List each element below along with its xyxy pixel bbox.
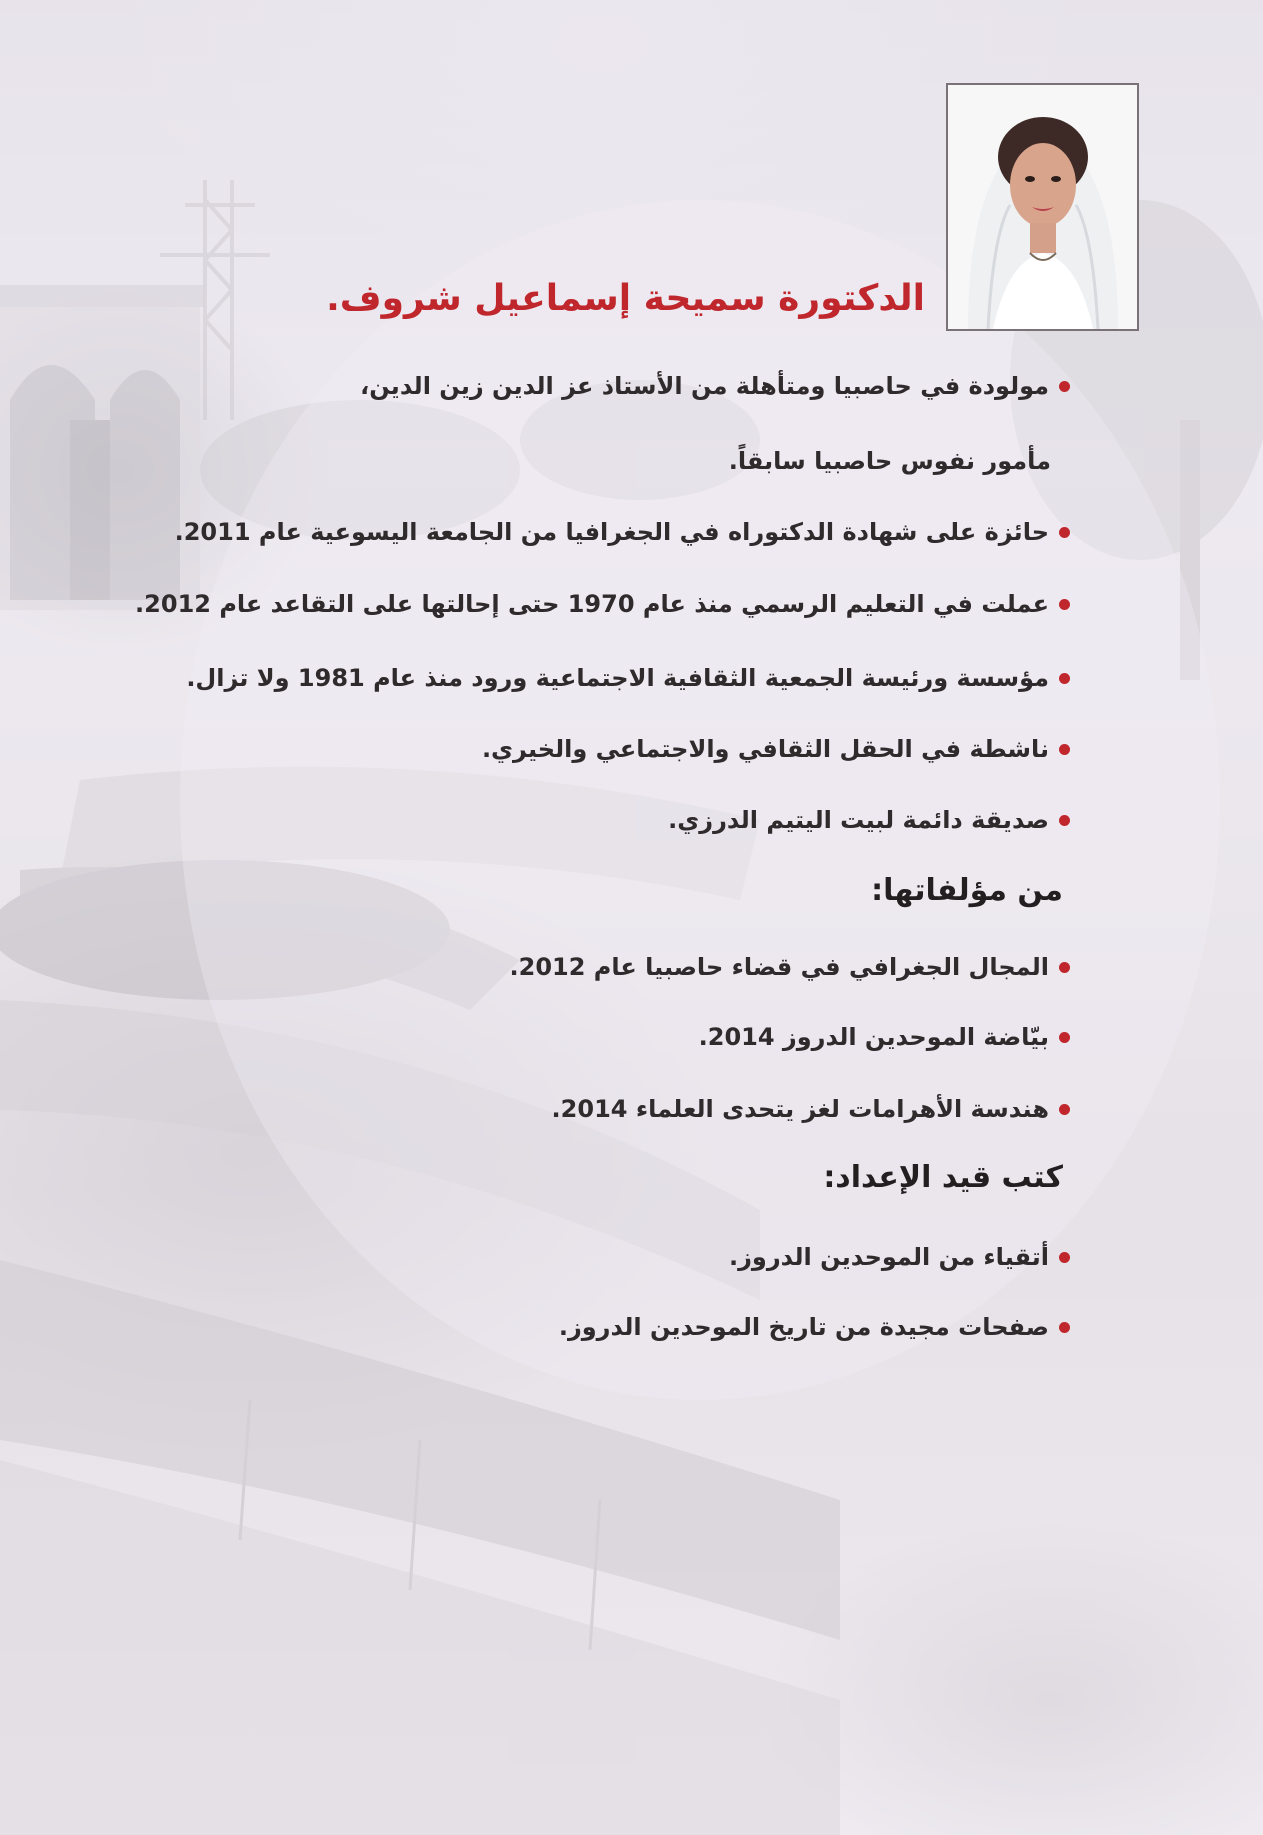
- bio-item-text: ناشطة في الحقل الثقافي والاجتماعي والخيري.: [481, 735, 1049, 763]
- bullet-dot-icon: [1059, 1032, 1070, 1043]
- bio-item: [668, 806, 1070, 834]
- bio-item-continuation: مأمور نفوس حاصبيا سابقاً.: [728, 447, 1051, 475]
- upcoming-item: [559, 1313, 1070, 1341]
- bio-item: [175, 518, 1070, 546]
- works-item-text: هندسة الأهرامات لغز يتحدى العلماء 2014.: [551, 1095, 1049, 1123]
- bio-item: [360, 372, 1070, 400]
- bullet-dot-icon: [1059, 815, 1070, 826]
- bullet-dot-icon: [1059, 381, 1070, 392]
- works-item: [699, 1023, 1070, 1051]
- works-item: [552, 1095, 1070, 1123]
- bio-item-text: صديقة دائمة لبيت اليتيم الدرزي.: [668, 806, 1049, 834]
- bullet-dot-icon: [1059, 673, 1070, 684]
- bullet-dot-icon: [1059, 1322, 1070, 1333]
- bullet-dot-icon: [1059, 1252, 1070, 1263]
- upcoming-item: [729, 1243, 1070, 1271]
- works-item-text: المجال الجغرافي في قضاء حاصبيا عام 2012.: [509, 953, 1049, 981]
- bullet-dot-icon: [1059, 599, 1070, 610]
- bio-item: [186, 664, 1070, 692]
- upcoming-item-text: أتقياء من الموحدين الدروز.: [728, 1243, 1049, 1271]
- bullet-dot-icon: [1059, 744, 1070, 755]
- upcoming-heading: كتب قيد الإعداد:: [823, 1160, 1063, 1195]
- bio-item: [482, 735, 1070, 763]
- bio-item-text: مؤسسة ورئيسة الجمعية الثقافية الاجتماعية ورود منذ عام 1981 ولا تزال.: [186, 664, 1049, 692]
- bullet-dot-icon: [1059, 1104, 1070, 1115]
- works-item-text: بيّاضة الموحدين الدروز 2014.: [698, 1023, 1049, 1051]
- bullet-dot-icon: [1059, 527, 1070, 538]
- bio-item-text: حائزة على شهادة الدكتوراه في الجغرافيا من الجامعة اليسوعية عام 2011.: [174, 518, 1049, 546]
- works-heading: من مؤلفاتها:: [871, 873, 1063, 908]
- upcoming-item-text: صفحات مجيدة من تاريخ الموحدين الدروز.: [558, 1313, 1049, 1341]
- bio-item: [135, 590, 1070, 618]
- bio-item-text: عملت في التعليم الرسمي منذ عام 1970 حتى إحالتها على التقاعد عام 2012.: [135, 590, 1049, 618]
- works-item: [510, 953, 1071, 981]
- author-portrait: [946, 83, 1139, 331]
- author-name: الدكتورة سميحة إسماعيل شروف.: [326, 278, 925, 319]
- bullet-dot-icon: [1059, 962, 1070, 973]
- bio-item-text: مولودة في حاصبيا ومتأهلة من الأستاذ عز الدين زين الدين،: [360, 372, 1049, 400]
